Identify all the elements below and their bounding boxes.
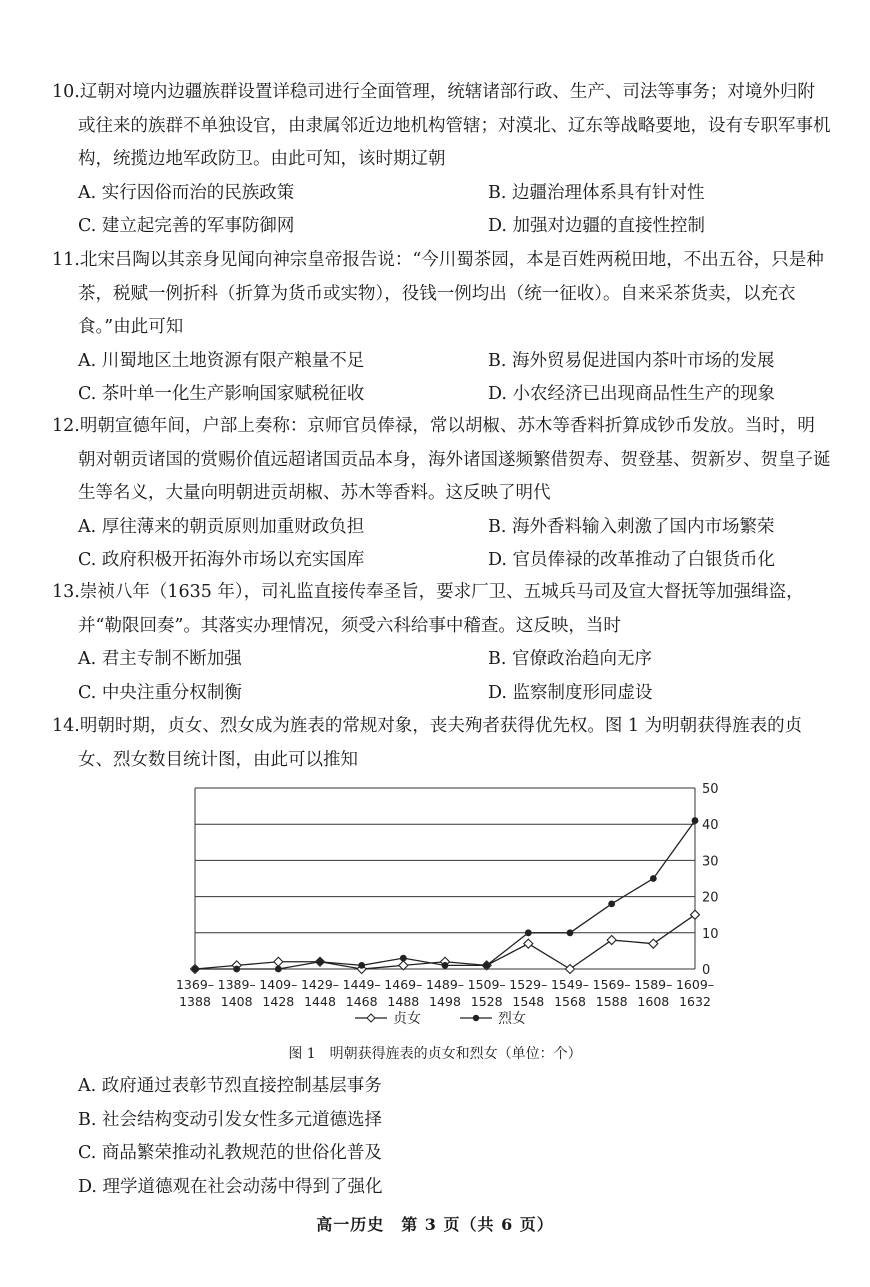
y-tick-label: 50 bbox=[702, 782, 719, 797]
y-tick-label: 40 bbox=[702, 818, 719, 834]
option-c[interactable]: C. 中央注重分权制衡 bbox=[78, 682, 242, 703]
x-tick-label: 1609– 1632 bbox=[675, 977, 715, 1009]
data-point bbox=[233, 966, 240, 973]
data-point bbox=[400, 955, 407, 962]
option-d[interactable]: D. 小农经济已出现商品性生产的现象 bbox=[488, 384, 776, 404]
data-point bbox=[524, 939, 533, 948]
data-point bbox=[483, 962, 490, 969]
option-d[interactable]: D. 监察制度形同虚设 bbox=[488, 682, 653, 703]
x-tick-label: 1489– 1498 bbox=[425, 977, 465, 1009]
option-b[interactable]: B. 海外香料输入刺激了国内市场繁荣 bbox=[488, 516, 775, 537]
legend-label: 贞女 bbox=[393, 1011, 421, 1027]
question-13 bbox=[52, 576, 832, 710]
data-point bbox=[691, 910, 700, 919]
x-tick-label: 1509– 1528 bbox=[467, 977, 506, 1009]
page-footer: 高一历史 第 3 页（共 6 页） bbox=[316, 1215, 554, 1234]
x-tick-label: 1589– 1608 bbox=[634, 977, 673, 1009]
question-stem: 12.明朝宣德年间，户部上奏称：京师官员俸禄，常以胡椒、苏木等香料折算成钞币发放。当时，明朝对朝贡诸国的赏赐价值远超诸国贡品本身，海外诸国遂频繁借贺寿、贺登基、贺新岁、贺皇子诞生等名义，大量向明朝进贡胡椒、苏木等香料。这反映了明代 bbox=[52, 416, 831, 503]
data-point bbox=[274, 957, 283, 966]
data-point bbox=[566, 965, 575, 974]
data-point bbox=[525, 929, 532, 936]
question-stem: 10.辽朝对境内边疆族群设置详稳司进行全面管理，统辖诸部行政、生产、司法等事务；对境外归附或往来的族群不单独设官，由隶属邻近边地机构管辖；对漠北、辽东等战略要地，设有专职军事机构，统揽边地军政防卫。由此可知，该时期辽朝 bbox=[52, 82, 831, 169]
question-11 bbox=[52, 244, 832, 412]
question-14 bbox=[52, 710, 832, 777]
x-tick-label: 1369– 1388 bbox=[175, 977, 215, 1009]
y-tick-label: 20 bbox=[702, 890, 719, 906]
option-a[interactable]: A. 川蜀地区土地资源有限产粮量不足 bbox=[78, 350, 365, 371]
question-stem: 13.崇祯八年（1635 年），司礼监直接传奉圣旨，要求厂卫、五城兵马司及宣大督抚等加强缉盗，并“勒限回奏”。其落实办理情况，须受六科给事中稽查。这反映，当时 bbox=[52, 582, 804, 636]
data-point bbox=[358, 962, 365, 969]
y-tick-label: 30 bbox=[702, 854, 719, 870]
question-12 bbox=[52, 410, 832, 578]
data-point bbox=[607, 936, 616, 945]
data-point bbox=[650, 875, 657, 882]
figure-caption: 图 1 明朝获得旌表的贞女和烈女（单位：个） bbox=[288, 1046, 582, 1062]
question-stem: 14.明朝时期，贞女、烈女成为旌表的常规对象，丧夫殉者获得优先权。图 1 为明朝获得旌表的贞女、烈女数目统计图，由此可以推知 bbox=[52, 716, 803, 770]
option-c[interactable]: C. 建立起完善的军事防御网 bbox=[78, 216, 295, 236]
option-c[interactable]: C. 茶叶单一化生产影响国家赋税征收 bbox=[78, 384, 365, 404]
data-point bbox=[275, 966, 282, 973]
option-b[interactable]: B. 社会结构变动引发女性多元道德选择 bbox=[78, 1109, 382, 1130]
line-chart bbox=[175, 778, 740, 1033]
x-tick-label: 1429– 1448 bbox=[300, 977, 340, 1009]
option-a[interactable]: A. 厚往薄来的朝贡原则加重财政负担 bbox=[78, 516, 365, 537]
x-tick-label: 1549– 1568 bbox=[550, 977, 590, 1009]
data-point bbox=[317, 958, 324, 965]
option-a[interactable]: A. 政府通过表彰节烈直接控制基层事务 bbox=[78, 1076, 382, 1096]
option-a[interactable]: A. 实行因俗而治的民族政策 bbox=[78, 182, 295, 203]
data-point bbox=[649, 939, 658, 948]
legend-marker bbox=[473, 1015, 479, 1021]
option-d[interactable]: D. 官员俸禄的改革推动了白银货币化 bbox=[488, 550, 776, 570]
y-tick-label: 10 bbox=[702, 926, 719, 942]
data-point bbox=[608, 900, 615, 907]
option-b[interactable]: B. 官僚政治趋向无序 bbox=[488, 649, 652, 669]
legend-marker bbox=[367, 1014, 375, 1022]
x-tick-label: 1529– 1548 bbox=[509, 977, 548, 1009]
option-d[interactable]: D. 加强对边疆的直接性控制 bbox=[488, 216, 706, 236]
x-tick-label: 1469– 1488 bbox=[384, 977, 423, 1009]
y-tick-label: 0 bbox=[702, 963, 711, 978]
x-tick-label: 1409– 1428 bbox=[259, 977, 298, 1009]
data-point bbox=[442, 962, 449, 969]
option-d[interactable]: D. 理学道德观在社会动荡中得到了强化 bbox=[78, 1176, 383, 1197]
question-stem: 11.北宋吕陶以其亲身见闻向神宗皇帝报告说：“今川蜀茶园，本是百姓两税田地，不出五谷，只是种茶，税赋一例折科（折算为货币或实物），役钱一例均出（统一征收）。自来采茶货卖，以充衣食。”由此可知 bbox=[52, 250, 824, 337]
x-tick-label: 1389– 1408 bbox=[217, 977, 256, 1009]
x-tick-label: 1449– 1468 bbox=[342, 977, 381, 1009]
option-b[interactable]: B. 边疆治理体系具有针对性 bbox=[488, 182, 705, 203]
option-c[interactable]: C. 政府积极开拓海外市场以充实国库 bbox=[78, 550, 365, 570]
data-point bbox=[692, 817, 699, 824]
x-tick-label: 1569– 1588 bbox=[592, 977, 631, 1009]
option-b[interactable]: B. 海外贸易促进国内茶叶市场的发展 bbox=[488, 350, 775, 371]
question-14-options bbox=[52, 1070, 832, 1204]
legend-label: 烈女 bbox=[498, 1011, 526, 1027]
option-c[interactable]: C. 商品繁荣推动礼教规范的世俗化普及 bbox=[78, 1143, 382, 1163]
series-line-烈女 bbox=[195, 821, 695, 969]
option-a[interactable]: A. 君主专制不断加强 bbox=[78, 649, 242, 669]
question-10 bbox=[52, 76, 832, 244]
data-point bbox=[192, 966, 199, 973]
data-point bbox=[567, 929, 574, 936]
